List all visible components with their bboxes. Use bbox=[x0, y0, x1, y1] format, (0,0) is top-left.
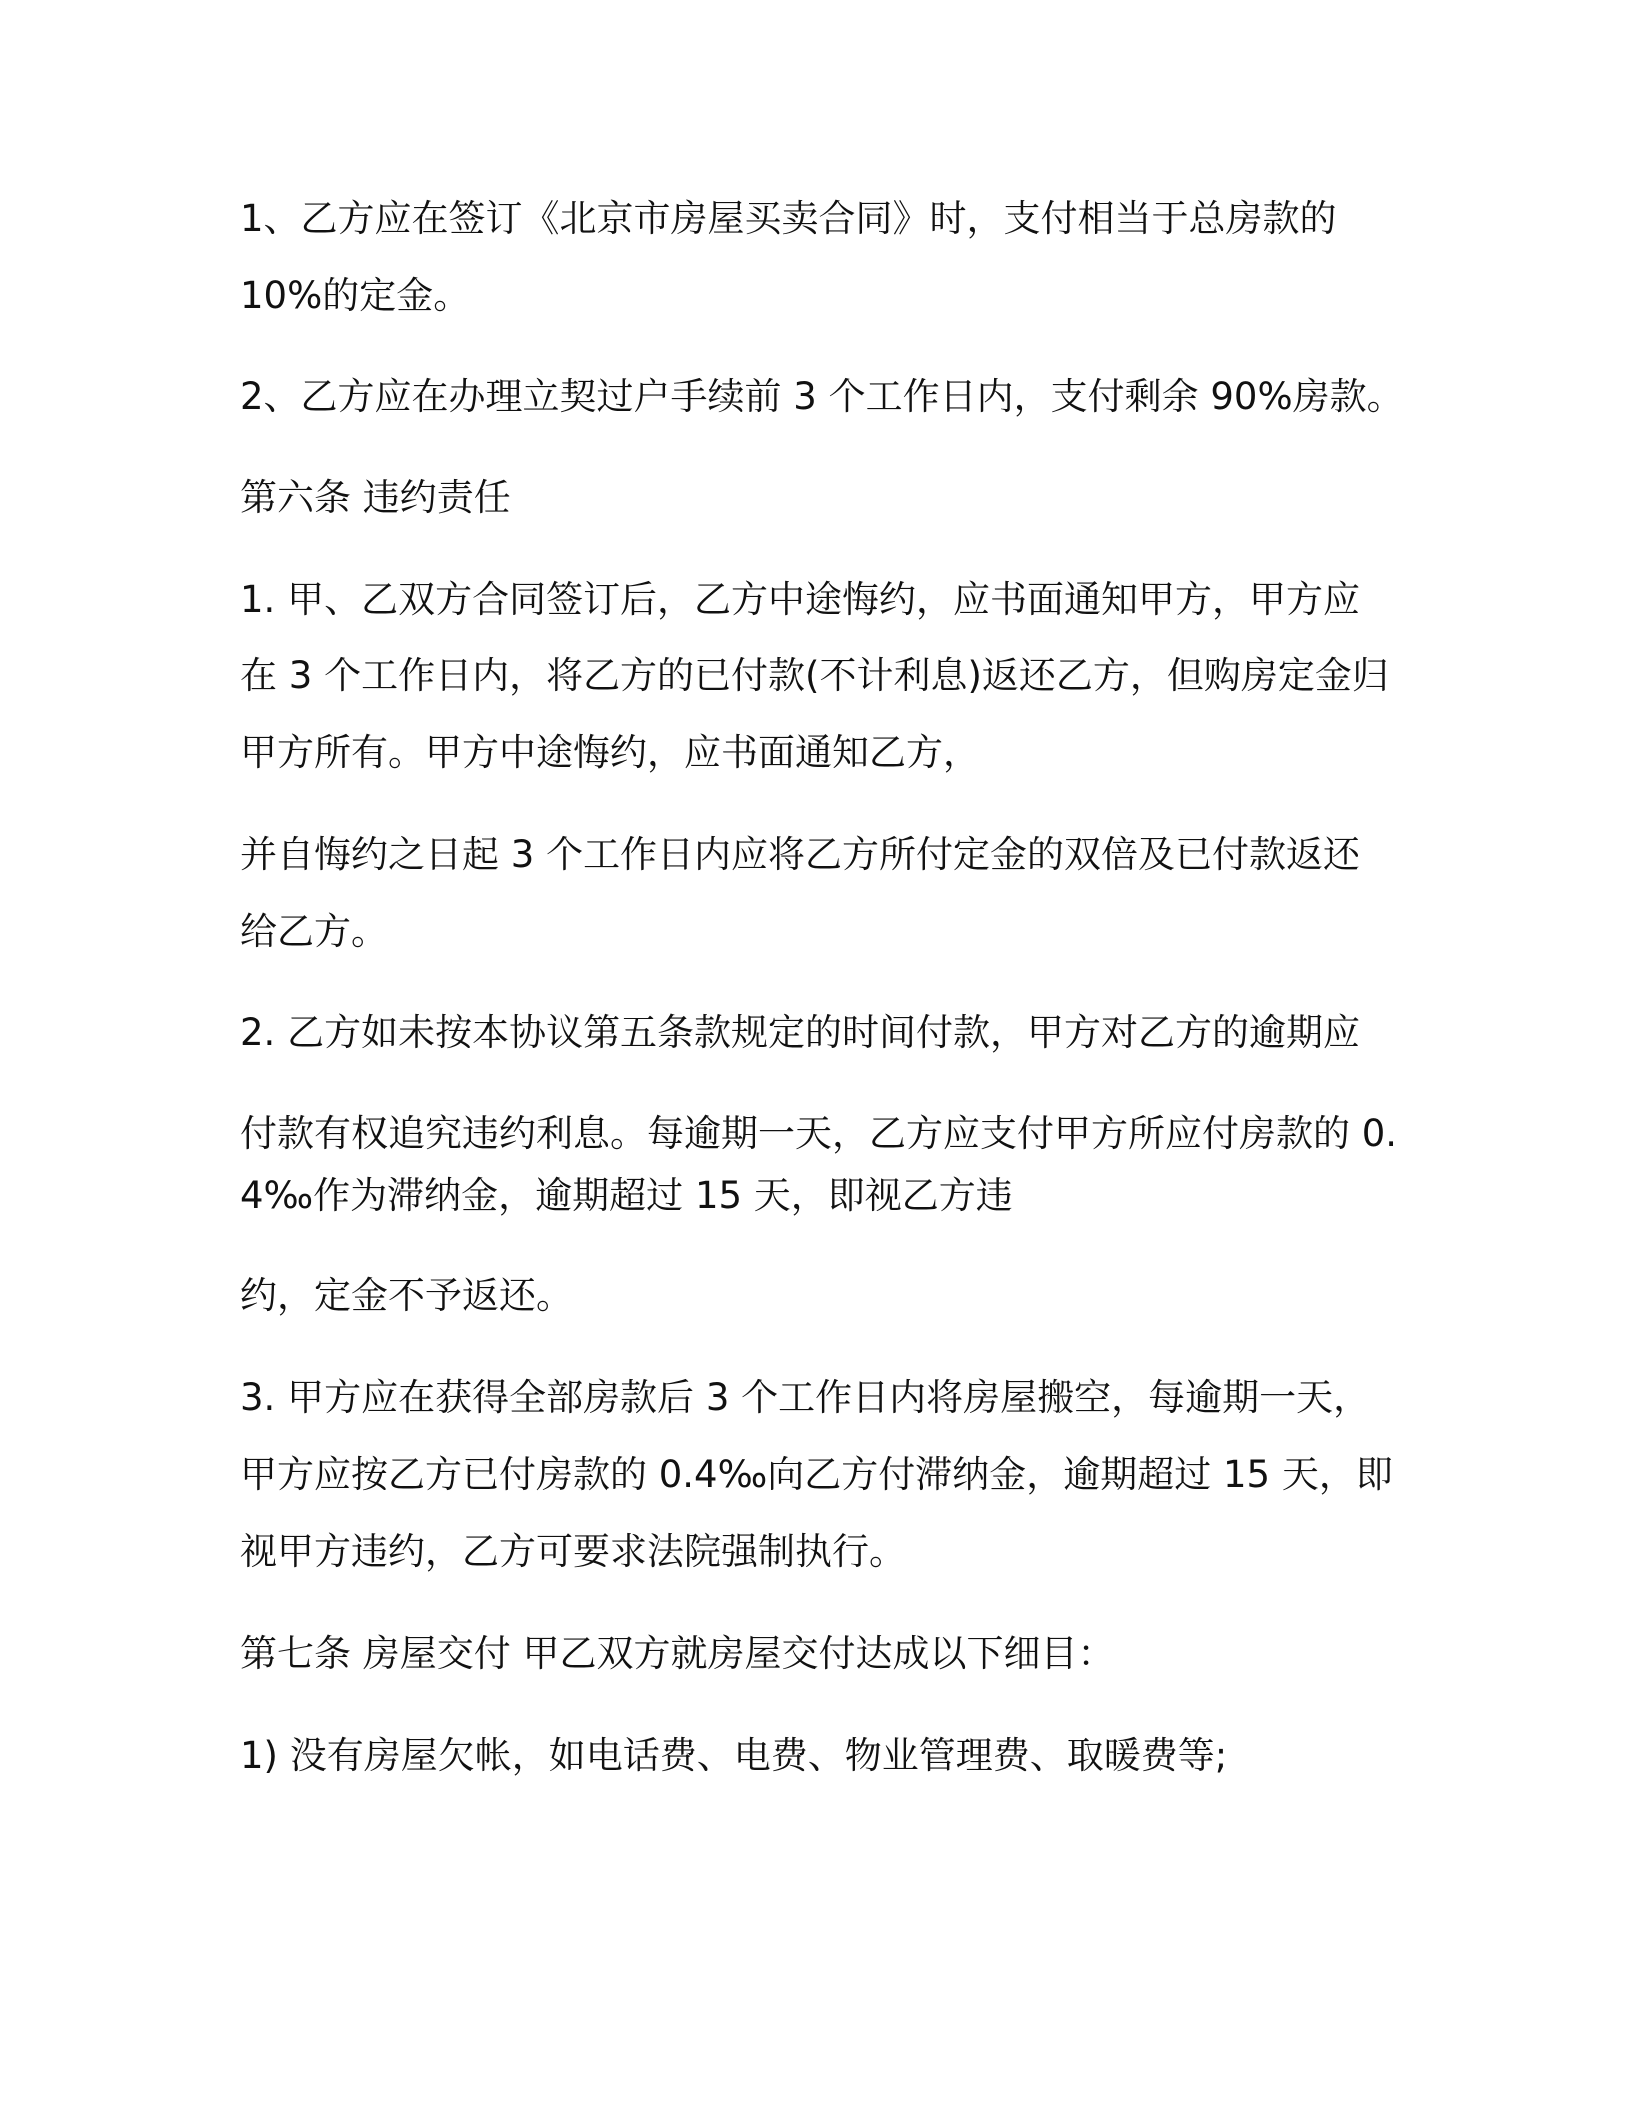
clause-5-item-1-line-1: 1、乙方应在签订《北京市房屋买卖合同》时，支付相当于总房款的 bbox=[240, 197, 1337, 240]
clause-6-item-1-line-4: 并自悔约之日起 3 个工作日内应将乙方所付定金的双倍及已付款返还 bbox=[240, 833, 1361, 876]
clause-6-item-3-line-1: 3. 甲方应在获得全部房款后 3 个工作日内将房屋搬空，每逾期一天， bbox=[240, 1376, 1371, 1419]
clause-6-item-1-line-1: 1. 甲、乙双方合同签订后，乙方中途悔约，应书面通知甲方，甲方应 bbox=[240, 578, 1361, 621]
clause-6-item-3-line-2: 甲方应按乙方已付房款的 0.4‰向乙方付滞纳金，逾期超过 15 天，即 bbox=[240, 1453, 1393, 1496]
clause-6-item-1-line-2: 在 3 个工作日内，将乙方的已付款(不计利息)返还乙方，但购房定金归 bbox=[240, 654, 1389, 697]
clause-5-item-1-line-2: 10%的定金。 bbox=[240, 274, 471, 317]
clause-6-item-2-line-3: 4‰作为滞纳金，逾期超过 15 天，即视乙方违 bbox=[240, 1174, 1013, 1217]
clause-6-item-1-line-3: 甲方所有。甲方中途悔约，应书面通知乙方， bbox=[240, 731, 980, 774]
clause-6-item-2-line-1: 2. 乙方如未按本协议第五条款规定的时间付款，甲方对乙方的逾期应 bbox=[240, 1011, 1361, 1054]
clause-6-item-1-line-5: 给乙方。 bbox=[240, 910, 388, 953]
clause-7-heading: 第七条 房屋交付 甲乙双方就房屋交付达成以下细目： bbox=[240, 1632, 1115, 1675]
clause-7-item-1: 1) 没有房屋欠帐，如电话费、电费、物业管理费、取暖费等; bbox=[240, 1734, 1228, 1777]
clause-6-item-2-line-2: 付款有权追究违约利息。每逾期一天，乙方应支付甲方所应付房款的 0. bbox=[240, 1112, 1398, 1155]
clause-6-heading: 第六条 违约责任 bbox=[240, 476, 511, 519]
clause-5-item-2: 2、乙方应在办理立契过户手续前 3 个工作日内，支付剩余 90%房款。 bbox=[240, 375, 1404, 418]
clause-6-item-3-line-3: 视甲方违约，乙方可要求法院强制执行。 bbox=[240, 1530, 906, 1573]
clause-6-item-2-line-4: 约，定金不予返还。 bbox=[240, 1274, 573, 1317]
